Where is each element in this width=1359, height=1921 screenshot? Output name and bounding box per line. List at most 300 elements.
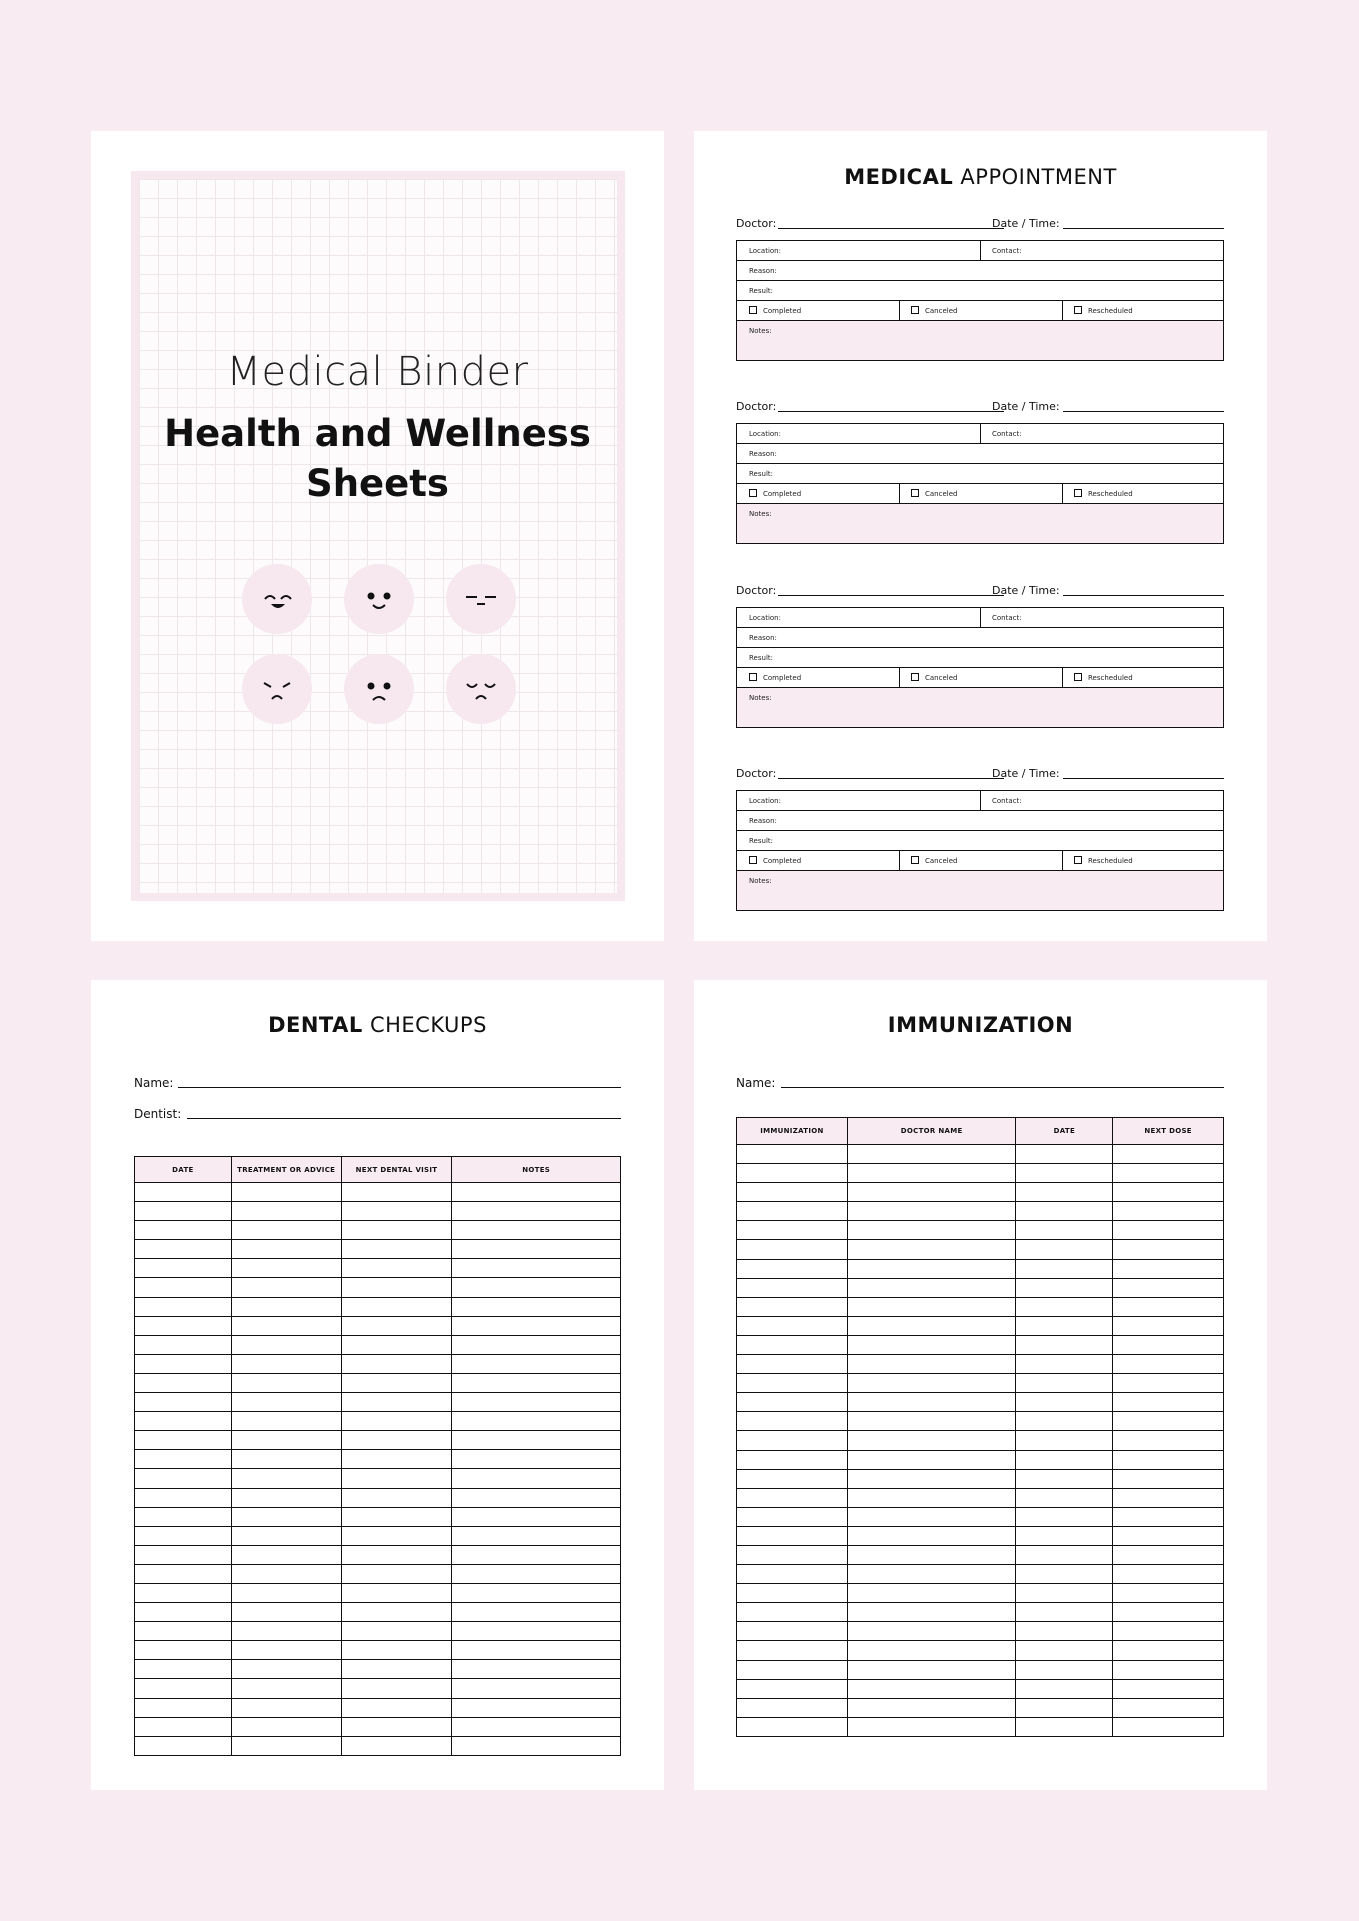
table-cell[interactable] [1113,1164,1224,1183]
table-cell[interactable] [1016,1335,1113,1354]
checkbox-icon[interactable] [1074,673,1082,681]
table-cell[interactable] [452,1316,621,1335]
table-cell[interactable] [231,1545,341,1564]
table-cell[interactable] [1016,1393,1113,1412]
table-cell[interactable] [135,1316,232,1335]
table-cell[interactable] [452,1354,621,1373]
table-cell[interactable] [231,1297,341,1316]
table-cell[interactable] [135,1278,232,1297]
table-cell[interactable] [847,1660,1016,1679]
table-cell[interactable] [847,1507,1016,1526]
table-cell[interactable] [135,1469,232,1488]
table-cell[interactable] [135,1717,232,1736]
table-cell[interactable] [341,1259,452,1278]
table-cell[interactable] [847,1603,1016,1622]
table-cell[interactable] [1113,1278,1224,1297]
rescheduled-option[interactable] [1062,301,1133,320]
table-cell[interactable] [737,1431,848,1450]
rescheduled-option[interactable] [1062,668,1133,687]
table-cell[interactable] [737,1412,848,1431]
table-cell[interactable] [452,1660,621,1679]
rescheduled-option[interactable] [1062,851,1133,870]
table-cell[interactable] [231,1622,341,1641]
table-cell[interactable] [847,1183,1016,1202]
table-cell[interactable] [1016,1622,1113,1641]
table-cell[interactable] [452,1641,621,1660]
table-cell[interactable] [737,1164,848,1183]
table-cell[interactable] [1016,1565,1113,1584]
table-cell[interactable] [1016,1698,1113,1717]
datetime-field[interactable] [1063,228,1224,229]
table-cell[interactable] [135,1736,232,1755]
reason-row[interactable] [737,261,1223,281]
canceled-option[interactable] [899,484,957,503]
tired-face-icon [446,654,516,724]
table-cell[interactable] [1016,1488,1113,1507]
table-cell[interactable] [135,1488,232,1507]
table-cell[interactable] [737,1221,848,1240]
doctor-field[interactable] [778,228,1004,229]
table-cell[interactable] [341,1717,452,1736]
table-cell[interactable] [737,1660,848,1679]
table-cell[interactable] [1016,1450,1113,1469]
table-cell[interactable] [231,1354,341,1373]
notes-area[interactable] [737,871,1223,910]
table-cell[interactable] [1113,1450,1224,1469]
table-cell[interactable] [135,1698,232,1717]
completed-option[interactable] [737,668,801,687]
table-cell[interactable] [737,1393,848,1412]
table-cell[interactable] [737,1641,848,1660]
table-cell[interactable] [135,1202,232,1221]
table-cell[interactable] [847,1355,1016,1374]
dental-table [134,1156,621,1756]
name-field[interactable] [781,1087,1224,1088]
table-cell[interactable] [231,1431,341,1450]
notes-area[interactable] [737,504,1223,543]
notes-area[interactable] [737,321,1223,360]
table-cell[interactable] [452,1679,621,1698]
table-cell[interactable] [341,1660,452,1679]
table-cell[interactable] [1016,1145,1113,1164]
table-cell[interactable] [1113,1221,1224,1240]
table-cell[interactable] [135,1393,232,1412]
table-cell[interactable] [135,1259,232,1278]
table-cell[interactable] [231,1526,341,1545]
table-cell[interactable] [341,1373,452,1392]
table-cell[interactable] [1113,1202,1224,1221]
completed-option[interactable] [737,851,801,870]
table-cell[interactable] [341,1335,452,1354]
table-cell[interactable] [847,1679,1016,1698]
table-cell[interactable] [231,1202,341,1221]
table-cell[interactable] [452,1622,621,1641]
doctor-field[interactable] [778,778,1004,779]
table-cell[interactable] [1016,1469,1113,1488]
table-cell[interactable] [341,1507,452,1526]
rescheduled-option[interactable] [1062,484,1133,503]
table-cell[interactable] [135,1660,232,1679]
table-cell[interactable] [452,1698,621,1717]
table-cell[interactable] [1113,1545,1224,1564]
table-cell[interactable] [341,1564,452,1583]
table-cell[interactable] [135,1507,232,1526]
table-cell[interactable] [1016,1679,1113,1698]
table-cell[interactable] [231,1240,341,1259]
table-cell[interactable] [452,1240,621,1259]
table-cell[interactable] [1113,1584,1224,1603]
name-field[interactable] [178,1087,621,1088]
table-cell[interactable] [341,1622,452,1641]
result-row[interactable] [737,281,1223,301]
table-cell[interactable] [847,1526,1016,1545]
table-cell[interactable] [452,1183,621,1202]
table-cell[interactable] [231,1412,341,1431]
table-cell[interactable] [452,1564,621,1583]
table-cell[interactable] [1016,1297,1113,1316]
table-cell[interactable] [737,1202,848,1221]
notes-area[interactable] [737,688,1223,727]
table-cell[interactable] [847,1565,1016,1584]
table-cell[interactable] [135,1240,232,1259]
table-cell[interactable] [231,1736,341,1755]
table-cell[interactable] [231,1183,341,1202]
table-cell[interactable] [231,1698,341,1717]
table-cell[interactable] [737,1603,848,1622]
table-cell[interactable] [452,1202,621,1221]
checkbox-icon[interactable] [1074,489,1082,497]
table-cell[interactable] [452,1603,621,1622]
table-cell[interactable] [341,1488,452,1507]
table-cell[interactable] [1113,1145,1224,1164]
table-cell[interactable] [135,1583,232,1602]
checkbox-icon[interactable] [911,673,919,681]
table-cell[interactable] [341,1545,452,1564]
reason-row[interactable] [737,444,1223,464]
table-cell[interactable] [341,1736,452,1755]
table-cell[interactable] [135,1354,232,1373]
completed-option[interactable] [737,484,801,503]
result-row[interactable] [737,831,1223,851]
table-cell[interactable] [1016,1259,1113,1278]
table-cell[interactable] [341,1297,452,1316]
checkbox-icon[interactable] [749,489,757,497]
table-cell[interactable] [737,1507,848,1526]
table-cell[interactable] [231,1450,341,1469]
table-cell[interactable] [231,1221,341,1240]
table-cell[interactable] [1016,1717,1113,1736]
table-cell[interactable] [1113,1355,1224,1374]
table-cell[interactable] [341,1278,452,1297]
table-cell[interactable] [1113,1717,1224,1736]
table-cell[interactable] [847,1259,1016,1278]
table-cell[interactable] [737,1469,848,1488]
table-cell[interactable] [341,1431,452,1450]
table-cell[interactable] [231,1660,341,1679]
table-cell[interactable] [1016,1603,1113,1622]
table-cell[interactable] [452,1736,621,1755]
table-cell[interactable] [847,1584,1016,1603]
table-cell[interactable] [1113,1507,1224,1526]
table-cell[interactable] [737,1355,848,1374]
table-cell[interactable] [847,1297,1016,1316]
table-cell[interactable] [341,1221,452,1240]
table-cell[interactable] [341,1679,452,1698]
table-cell[interactable] [847,1545,1016,1564]
table-cell[interactable] [135,1641,232,1660]
table-cell[interactable] [847,1221,1016,1240]
table-cell[interactable] [737,1698,848,1717]
doctor-label: Doctor: [736,217,777,230]
canceled-option[interactable] [899,301,957,320]
table-cell[interactable] [1113,1297,1224,1316]
table-cell[interactable] [452,1469,621,1488]
table-cell[interactable] [452,1488,621,1507]
table-cell[interactable] [231,1335,341,1354]
table-cell[interactable] [737,1278,848,1297]
table-cell[interactable] [231,1641,341,1660]
datetime-field[interactable] [1063,778,1224,779]
table-cell[interactable] [231,1259,341,1278]
table-cell[interactable] [341,1202,452,1221]
table-row [737,1469,1224,1488]
table-cell[interactable] [452,1297,621,1316]
checkbox-icon[interactable] [749,673,757,681]
table-cell[interactable] [847,1622,1016,1641]
table-cell[interactable] [341,1393,452,1412]
table-cell[interactable] [1113,1469,1224,1488]
table-cell[interactable] [1016,1412,1113,1431]
table-cell[interactable] [1016,1355,1113,1374]
table-cell[interactable] [1016,1202,1113,1221]
table-cell[interactable] [452,1221,621,1240]
table-cell[interactable] [231,1316,341,1335]
table-cell[interactable] [135,1526,232,1545]
table-cell[interactable] [452,1583,621,1602]
table-cell[interactable] [135,1603,232,1622]
table-cell[interactable] [847,1698,1016,1717]
location-row [737,241,1223,261]
table-cell[interactable] [452,1450,621,1469]
table-cell[interactable] [847,1316,1016,1335]
table-cell[interactable] [1016,1183,1113,1202]
table-cell[interactable] [231,1717,341,1736]
checkbox-icon[interactable] [749,856,757,864]
table-cell[interactable] [1113,1488,1224,1507]
table-cell[interactable] [737,1488,848,1507]
reason-row[interactable] [737,811,1223,831]
table-cell[interactable] [135,1564,232,1583]
table-cell[interactable] [1016,1221,1113,1240]
table-cell[interactable] [1016,1240,1113,1259]
table-cell[interactable] [341,1641,452,1660]
table-cell[interactable] [737,1717,848,1736]
table-cell[interactable] [135,1545,232,1564]
doctor-field[interactable] [778,595,1004,596]
table-cell[interactable] [231,1278,341,1297]
table-cell[interactable] [1113,1335,1224,1354]
table-cell[interactable] [737,1335,848,1354]
table-cell[interactable] [341,1469,452,1488]
table-cell[interactable] [1113,1259,1224,1278]
table-cell[interactable] [1113,1316,1224,1335]
table-cell[interactable] [135,1622,232,1641]
dentist-field[interactable] [187,1118,621,1119]
checkbox-icon[interactable] [749,306,757,314]
table-cell[interactable] [231,1603,341,1622]
table-cell[interactable] [341,1412,452,1431]
table-cell[interactable] [341,1316,452,1335]
table-cell[interactable] [452,1412,621,1431]
table-cell[interactable] [341,1354,452,1373]
reason-row[interactable] [737,628,1223,648]
table-cell[interactable] [452,1373,621,1392]
table-cell[interactable] [737,1316,848,1335]
table-cell[interactable] [1113,1183,1224,1202]
notes-label: Notes: [749,510,772,518]
table-cell[interactable] [231,1373,341,1392]
table-cell[interactable] [341,1450,452,1469]
table-cell[interactable] [135,1335,232,1354]
table-cell[interactable] [737,1584,848,1603]
table-cell[interactable] [135,1221,232,1240]
table-cell[interactable] [231,1393,341,1412]
table-cell[interactable] [847,1335,1016,1354]
table-cell[interactable] [737,1526,848,1545]
table-cell[interactable] [1016,1660,1113,1679]
checkbox-icon[interactable] [911,306,919,314]
doctor-field[interactable] [778,411,1004,412]
table-cell[interactable] [341,1526,452,1545]
table-cell[interactable] [452,1431,621,1450]
table-cell[interactable] [452,1259,621,1278]
table-cell[interactable] [737,1259,848,1278]
table-cell[interactable] [341,1698,452,1717]
completed-label: Completed [763,674,802,682]
table-cell[interactable] [1113,1622,1224,1641]
table-cell[interactable] [231,1679,341,1698]
datetime-field[interactable] [1063,595,1224,596]
table-cell[interactable] [847,1240,1016,1259]
table-cell[interactable] [452,1717,621,1736]
title-light: CHECKUPS [369,1013,487,1037]
table-cell[interactable] [1016,1316,1113,1335]
table-cell[interactable] [452,1507,621,1526]
table-cell[interactable] [847,1488,1016,1507]
table-cell[interactable] [452,1526,621,1545]
table-cell[interactable] [847,1374,1016,1393]
table-cell[interactable] [1016,1641,1113,1660]
table-cell[interactable] [847,1278,1016,1297]
table-cell[interactable] [1113,1374,1224,1393]
table-row [135,1641,621,1660]
table-cell[interactable] [231,1507,341,1526]
completed-option[interactable] [737,301,801,320]
table-cell[interactable] [847,1393,1016,1412]
table-cell[interactable] [737,1565,848,1584]
table-cell[interactable] [847,1717,1016,1736]
table-cell[interactable] [847,1431,1016,1450]
table-cell[interactable] [1016,1545,1113,1564]
table-cell[interactable] [1113,1565,1224,1584]
checkbox-icon[interactable] [911,489,919,497]
table-cell[interactable] [1113,1526,1224,1545]
table-cell[interactable] [1113,1412,1224,1431]
table-cell[interactable] [341,1183,452,1202]
table-cell[interactable] [452,1335,621,1354]
table-cell[interactable] [1113,1431,1224,1450]
table-cell[interactable] [341,1583,452,1602]
table-cell[interactable] [452,1393,621,1412]
table-cell[interactable] [737,1545,848,1564]
table-cell[interactable] [847,1145,1016,1164]
table-cell[interactable] [135,1297,232,1316]
table-cell[interactable] [737,1297,848,1316]
checkbox-icon[interactable] [1074,306,1082,314]
result-row[interactable] [737,648,1223,668]
table-cell[interactable] [1016,1374,1113,1393]
table-cell[interactable] [847,1469,1016,1488]
table-cell[interactable] [1113,1660,1224,1679]
table-cell[interactable] [1113,1603,1224,1622]
table-cell[interactable] [737,1240,848,1259]
table-cell[interactable] [341,1603,452,1622]
table-cell[interactable] [341,1240,452,1259]
table-cell[interactable] [847,1450,1016,1469]
table-cell[interactable] [847,1164,1016,1183]
table-cell[interactable] [737,1374,848,1393]
canceled-option[interactable] [899,668,957,687]
table-cell[interactable] [1016,1431,1113,1450]
table-cell[interactable] [1113,1393,1224,1412]
table-cell[interactable] [1113,1698,1224,1717]
table-cell[interactable] [737,1622,848,1641]
table-cell[interactable] [1016,1507,1113,1526]
table-cell[interactable] [1113,1641,1224,1660]
table-cell[interactable] [847,1202,1016,1221]
table-cell[interactable] [1113,1679,1224,1698]
result-row[interactable] [737,464,1223,484]
table-cell[interactable] [135,1679,232,1698]
table-cell[interactable] [231,1488,341,1507]
table-cell[interactable] [737,1679,848,1698]
datetime-field[interactable] [1063,411,1224,412]
table-cell[interactable] [231,1583,341,1602]
table-cell[interactable] [135,1431,232,1450]
table-cell[interactable] [1113,1240,1224,1259]
table-cell[interactable] [1016,1278,1113,1297]
checkbox-icon[interactable] [911,856,919,864]
table-cell[interactable] [737,1450,848,1469]
table-cell[interactable] [1016,1164,1113,1183]
table-cell[interactable] [452,1278,621,1297]
table-cell[interactable] [135,1412,232,1431]
table-cell[interactable] [847,1412,1016,1431]
table-cell[interactable] [1016,1584,1113,1603]
table-cell[interactable] [737,1183,848,1202]
table-cell[interactable] [452,1545,621,1564]
table-cell[interactable] [1016,1526,1113,1545]
table-cell[interactable] [847,1641,1016,1660]
canceled-option[interactable] [899,851,957,870]
table-cell[interactable] [135,1183,232,1202]
table-cell[interactable] [135,1373,232,1392]
table-cell[interactable] [737,1145,848,1164]
table-cell[interactable] [135,1450,232,1469]
table-cell[interactable] [231,1469,341,1488]
checkbox-icon[interactable] [1074,856,1082,864]
table-cell[interactable] [231,1564,341,1583]
